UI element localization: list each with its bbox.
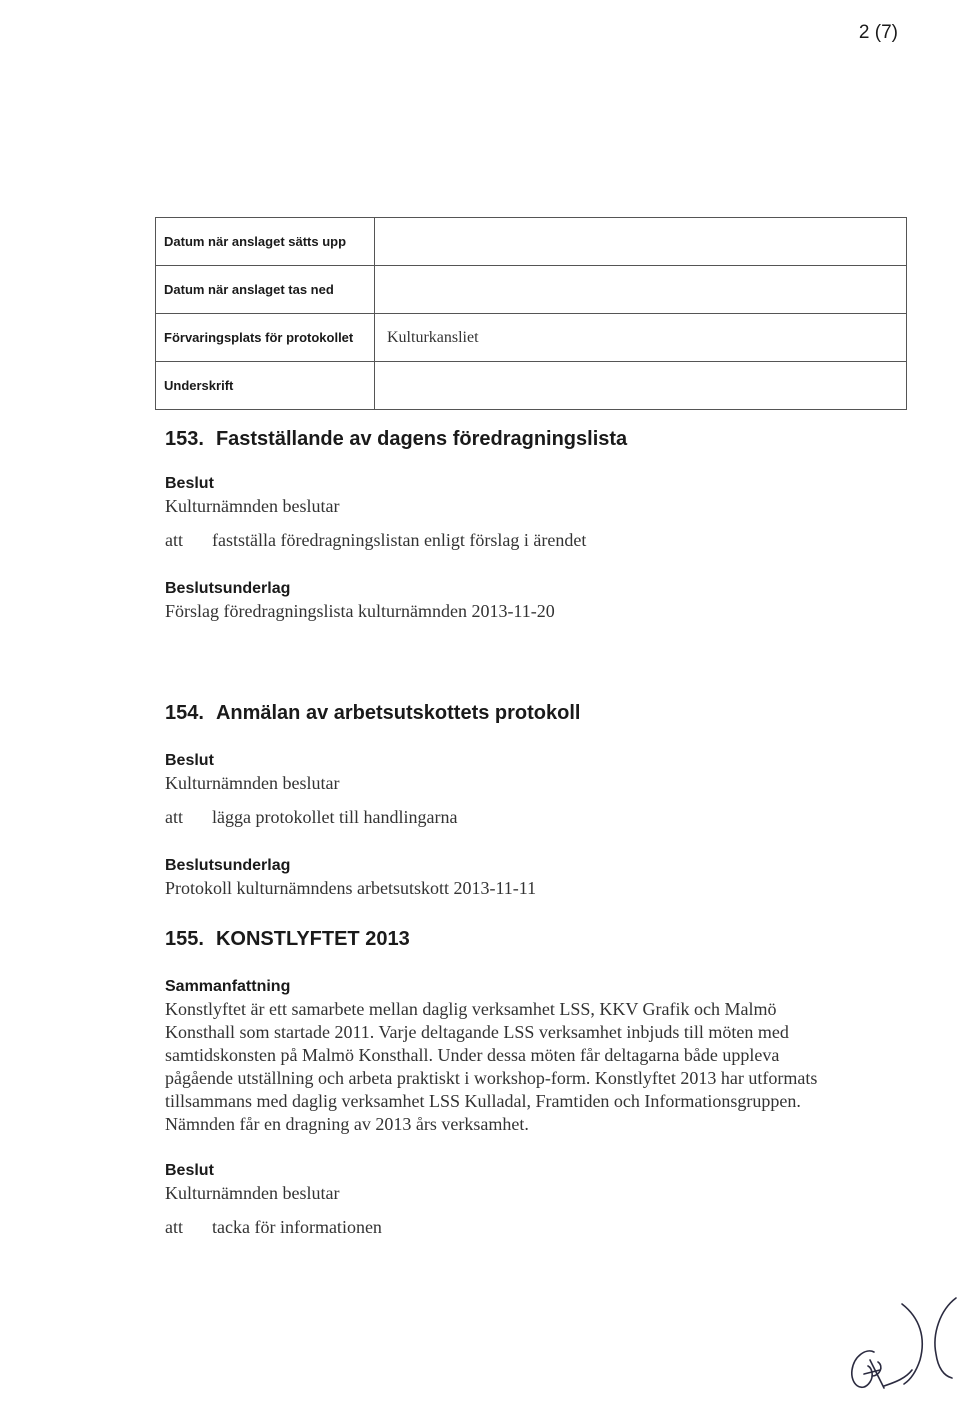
decision-text: tacka för informationen <box>212 1217 382 1237</box>
table-cell-label: Underskrift <box>156 362 375 410</box>
summary-line: samtidskonsten på Malmö Konsthall. Under dessa möten får deltagarna både uppleva <box>165 1045 780 1065</box>
section-153 <box>165 428 905 623</box>
decision-text: fastställa föredragningslistan enligt förslag i ärendet <box>212 530 587 550</box>
summary-line: Konstlyftet är ett samarbete mellan daglig verksamhet LSS, KKV Grafik och Malmö <box>165 999 777 1019</box>
decision-row <box>165 806 905 829</box>
section-number: 154. <box>165 702 204 724</box>
section-title: Anmälan av arbetsutskottets protokoll <box>215 702 581 724</box>
section-heading <box>165 928 905 951</box>
posting-info-table <box>155 217 907 410</box>
beslut-text: Kulturnämnden beslutar <box>165 496 340 516</box>
beslut-text: Kulturnämnden beslutar <box>165 1183 340 1203</box>
beslut-label: Beslut <box>165 752 214 769</box>
beslut-text: Kulturnämnden beslutar <box>165 773 340 793</box>
summary-line: Konsthall som startade 2011. Varje deltagande LSS verksamhet inbjuds till möten med <box>165 1022 789 1042</box>
table-row <box>156 266 907 314</box>
underlag-text: Protokoll kulturnämndens arbetsutskott 2013-11-11 <box>165 878 537 898</box>
section-154 <box>165 702 905 900</box>
decision-text: lägga protokollet till handlingarna <box>212 807 458 827</box>
table-cell-label: Datum när anslaget tas ned <box>156 266 375 314</box>
summary-line: pågående utställning och arbeta praktiskt i workshop-form. Konstlyftet 2013 har utformats <box>165 1068 818 1088</box>
section-title: KONSTLYFTET 2013 <box>215 928 410 950</box>
decision-row <box>165 529 905 552</box>
underlag-text: Förslag föredragningslista kulturnämnden 2013-11-20 <box>165 601 555 621</box>
underlag-label: Beslutsunderlag <box>165 580 291 597</box>
section-155 <box>165 928 905 1239</box>
table-cell-value <box>375 218 907 266</box>
att-word: att <box>165 807 183 827</box>
att-word: att <box>165 1217 183 1237</box>
page-number: 2 (7) <box>858 22 898 43</box>
att-word: att <box>165 530 183 550</box>
handwritten-signature <box>840 1290 960 1400</box>
section-heading <box>165 702 905 725</box>
table-row <box>156 362 907 410</box>
table-cell-label: Datum när anslaget sätts upp <box>156 218 375 266</box>
table-cell-value <box>375 362 907 410</box>
section-number: 155. <box>165 928 204 950</box>
table-row <box>156 314 907 362</box>
section-number: 153. <box>165 428 204 450</box>
beslut-label: Beslut <box>165 1162 214 1179</box>
summary-line: Nämnden får en dragning av 2013 års verksamhet. <box>165 1114 529 1134</box>
table-cell-value: Kulturkansliet <box>375 314 907 362</box>
summary-label: Sammanfattning <box>165 978 291 995</box>
decision-row <box>165 1216 905 1239</box>
summary-line: tillsammans med daglig verksamhet LSS Kulladal, Framtiden och Informationsgruppen. <box>165 1091 801 1111</box>
section-heading <box>165 428 905 451</box>
table-cell-value <box>375 266 907 314</box>
table-row <box>156 218 907 266</box>
table-cell-label: Förvaringsplats för protokollet <box>156 314 375 362</box>
beslut-label: Beslut <box>165 475 214 492</box>
underlag-label: Beslutsunderlag <box>165 857 291 874</box>
section-title: Fastställande av dagens föredragningslista <box>215 428 628 450</box>
